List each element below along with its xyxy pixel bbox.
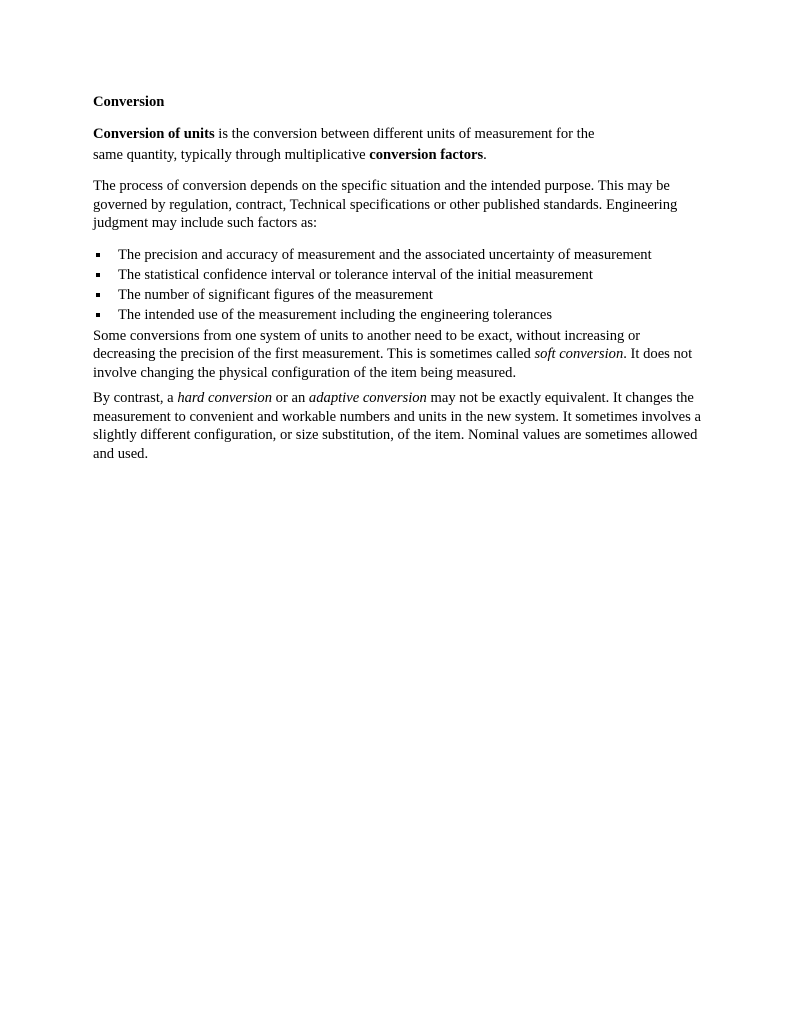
list-item-text: The intended use of the measurement including the engineering tolerances [118,306,553,323]
hard-text-c: may not be exactly equivalent. It changes the measurement to convenient and workable numbers and units in the new system. It sometimes involves a slightly different configuration, or size substitution, of the item. Nominal values are sometimes allowed and used. [93,390,701,462]
list-item [93,245,703,265]
hard-text-a: By contrast, a [93,390,178,406]
list-item-text: The precision and accuracy of measurement and the associated uncertainty of measurement [118,246,652,263]
term-hard-conversion: hard conversion [177,390,273,406]
list-item-text: The statistical confidence interval or tolerance interval of the initial measurement [118,266,593,283]
bullet-icon [96,253,100,257]
soft-conversion-paragraph [93,327,703,383]
intro-text-a: is the conversion between different units of measurement for the [214,126,595,142]
term-adaptive-conversion: adaptive conversion [308,390,427,406]
document-page [93,92,703,463]
hard-text-b: or an [272,390,309,406]
term-conversion-of-units: Conversion of units [93,126,215,142]
term-soft-conversion: soft conversion [534,346,624,362]
section-heading: Conversion [93,94,165,110]
soft-text-b: . It does not involve changing the physical configuration of the item being measured. [93,346,693,381]
intro-text-c: . [483,147,487,163]
list-item-text: The number of significant figures of the measurement [118,286,433,303]
list-item [93,285,703,305]
intro-paragraph [93,124,703,166]
list-item [93,305,703,325]
factors-list [93,245,703,325]
bullet-icon [96,293,100,297]
soft-text-a: Some conversions from one system of units to another need to be exact, without increasing or decreasing the precision of the first measurement. This is sometimes called [93,327,641,362]
bullet-icon [96,313,100,317]
intro-text-b: same quantity, typically through multiplicative [93,147,370,163]
list-item [93,265,703,285]
bullet-icon [96,273,100,277]
hard-conversion-paragraph [93,389,703,463]
term-conversion-factors: conversion factors [369,147,484,163]
process-paragraph: The process of conversion depends on the specific situation and the intended purpose. This may be governed by regulation, contract, Technical specifications or other published standards. Engineering judgment may include such factors as: [93,178,678,231]
